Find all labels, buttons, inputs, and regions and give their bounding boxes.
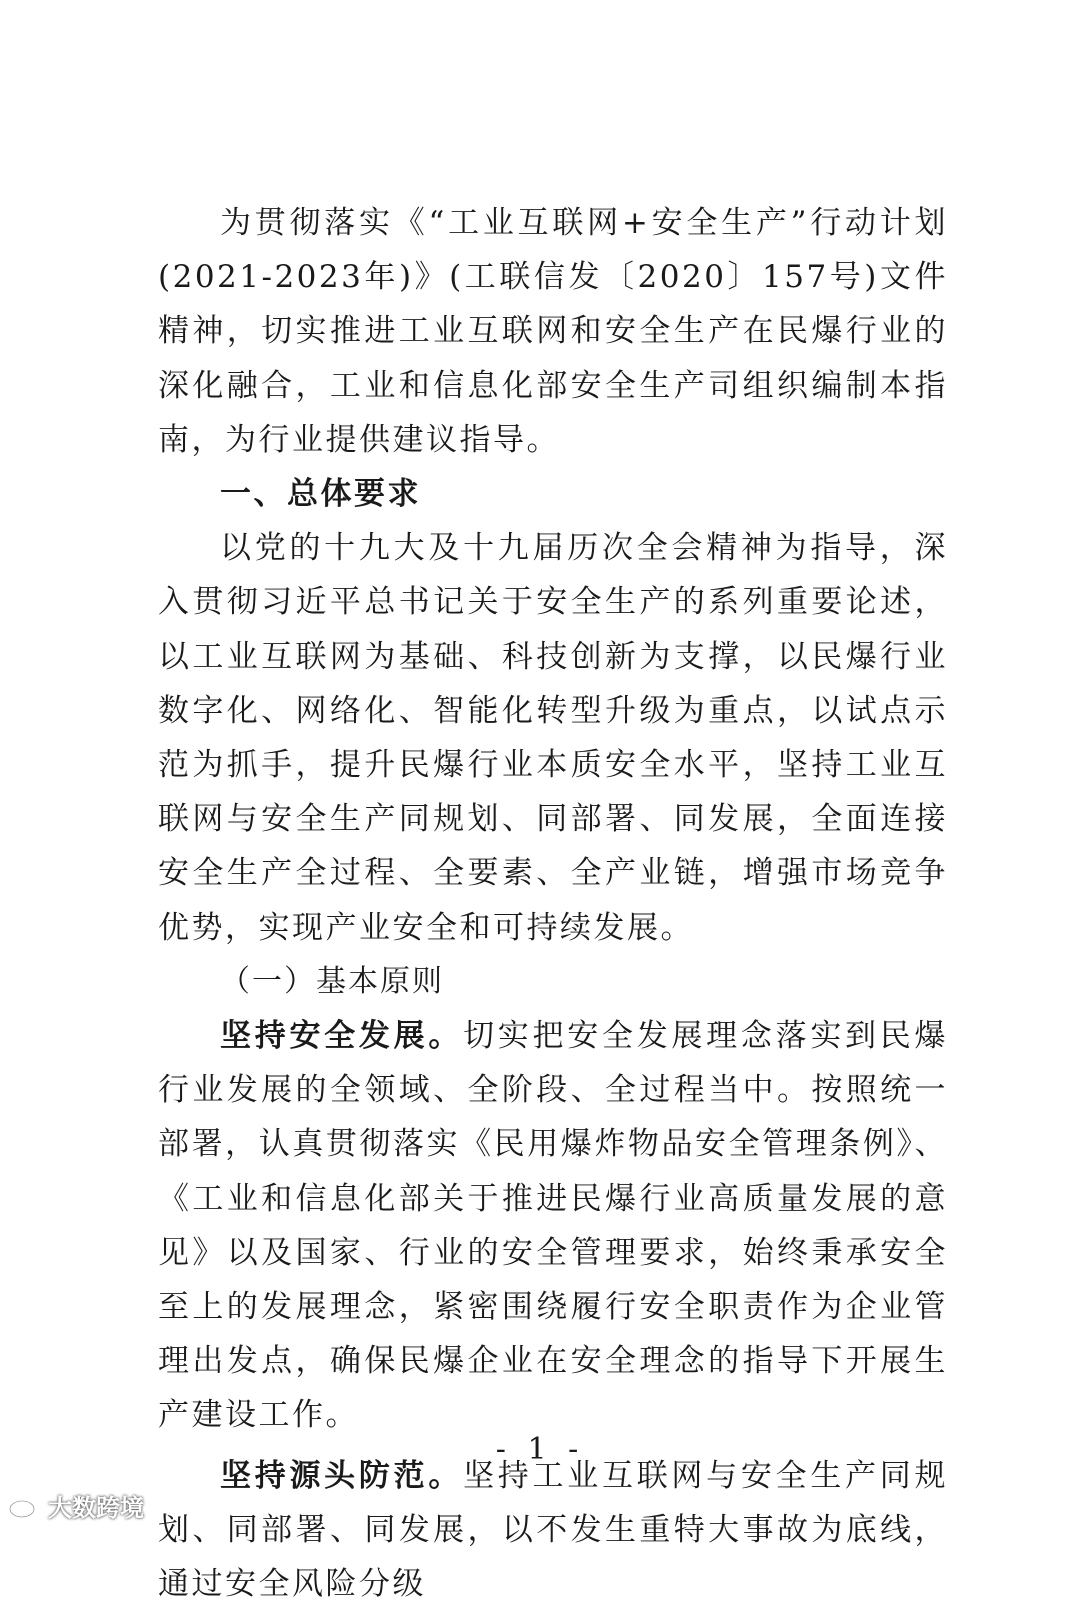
principle-source-prevention-body: 坚持工业互联网与安全生产同规划、同部署、同发展，以不发生重特大事故为底线，通过安全风险分级 (158, 1457, 949, 1603)
weibo-logo-icon (8, 1493, 42, 1519)
principle-source-prevention-lead: 坚持源头防范。 (220, 1457, 464, 1494)
principle-safe-development-lead: 坚持安全发展。 (220, 1018, 464, 1055)
principle-safe-development-body: 切实把安全发展理念落实到民爆行业发展的全领域、全阶段、全过程当中。按照统一部署，认真贯彻落实《民用爆炸物品安全管理条例》、《工业和信息化部关于推进民爆行业高质量发展的意见》以及国家、行业的安全管理要求，始终秉承安全至上的发展理念，紧密围绕履行安全职责作为企业管理出发点，确保民爆企业在安全理念的指导下开展生产建设工作。 (158, 1018, 949, 1434)
page-number: - 1 - (495, 1432, 585, 1467)
watermark (8, 1488, 144, 1523)
subsection-heading-basic-principles: （一）基本原则 (220, 963, 444, 999)
document-body (158, 196, 948, 1611)
general-requirements-paragraph: 以党的十九大及十九届历次全会精神为指导，深入贯彻习近平总书记关于安全生产的系列重要论述，以工业互联网为基础、科技创新为支撑，以民爆行业数字化、网络化、智能化转型升级为重点，以试点示范为抓手，提升民爆行业本质安全水平，坚持工业互联网与安全生产同规划、同部署、同发展，全面连接安全生产全过程、全要素、全产业链，增强市场竞争优势，实现产业安全和可持续发展。 (158, 530, 948, 946)
section-heading-general-requirements: 一、总体要求 (220, 476, 421, 513)
principle-safe-development-paragraph (158, 1009, 948, 1443)
watermark-text: 大数跨境 (48, 1494, 144, 1522)
intro-paragraph: 为贯彻落实《“工业互联网+安全生产”行动计划(2021-2023年)》(工联信发〔2020〕157号)文件精神，切实推进工业互联网和安全生产在民爆行业的深化融合，工业和信息化部安全生产司组织编制本指南，为行业提供建议指导。 (158, 205, 948, 458)
principle-source-prevention-paragraph (158, 1449, 948, 1611)
